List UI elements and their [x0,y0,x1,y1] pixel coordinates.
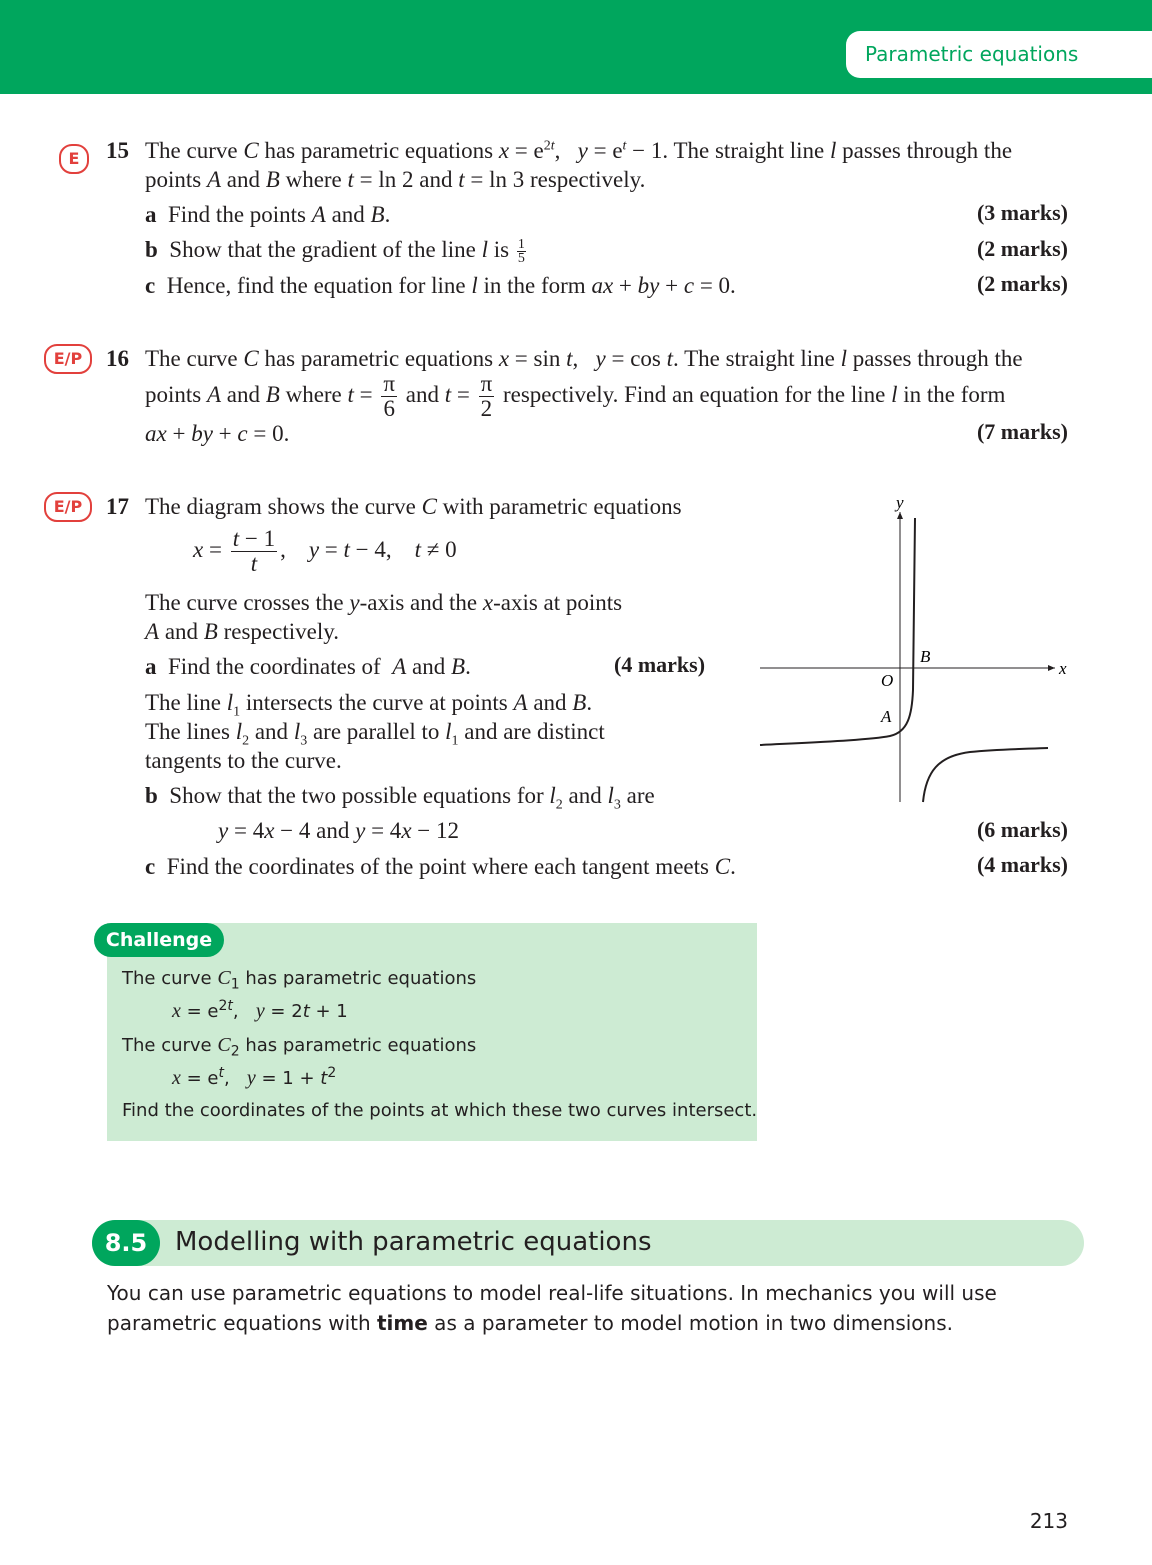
question-number: 17 [106,494,129,519]
origin-label: O [881,671,894,690]
challenge-equation-2: $x = e^t$, $y = 1 + t^2$ [172,1065,337,1089]
exam-problem-badge-icon: E/P [44,492,92,522]
question-number: 15 [106,138,129,163]
marks-15a: (3 marks) [976,200,1068,225]
question-17-stem: The diagram shows the curve C with parametric equations [145,494,682,519]
marks-15c: (2 marks) [976,271,1068,296]
section-number: 8.5 [92,1220,160,1266]
challenge-question: Find the coordinates of the points at which these two curves intersect. [122,1100,758,1121]
question-17-text: The lines $l_2$ and $l_3$ are parallel to $l_1$ and are distinct [145,719,605,749]
question-17a: a Find the coordinates of A and B. [145,654,471,679]
challenge-equation-1: $x = e^{2t}$, y = 2t + 1 [172,998,348,1022]
marks-17c: (4 marks) [976,852,1068,877]
challenge-line: The curve $C_1$ has parametric equations [122,967,477,993]
question-17-text: tangents to the curve. [145,748,342,773]
marks-17b: (6 marks) [976,817,1068,842]
section-title: Modelling with parametric equations [175,1227,652,1257]
question-number: 16 [106,346,129,371]
intro-text: You can use parametric equations to model real-life situations. In mechanics you will use parametric equations with [107,1281,997,1335]
question-15a: a Find the points A and B. [145,202,391,227]
question-16-stem: The curve C has parametric equations x = sin t, y = cos t. The straight line l passes through the [145,346,1023,371]
question-17b: b Show that the two possible equations for $l_2$ and $l_3$ are [145,783,655,813]
challenge-line: The curve $C_2$ has parametric equations [122,1034,477,1060]
question-17-text: A and B respectively. [145,619,339,644]
intro-bold-term: time [377,1311,428,1335]
page-number: 213 [1029,1509,1068,1533]
challenge-title: Challenge [94,923,224,957]
exam-problem-badge-icon: E/P [44,344,92,374]
marks-17a: (4 marks) [614,652,706,677]
question-15-stem: The curve C has parametric equations $x = e^{2t}$, $y = e^t - 1$. The straight line l passes through the [145,138,1013,163]
section-intro [107,1278,1077,1338]
marks-16: (7 marks) [976,419,1068,444]
point-b-label: B [920,647,931,666]
x-axis-label: x [1059,659,1067,678]
question-15b: b Show that the gradient of the line l is $\frac{1}{5}$ [145,237,525,267]
exam-badge-icon: E [59,144,89,174]
question-17-text: The curve crosses the y-axis and the x-axis at points [145,590,623,615]
question-17-equations: x = $\frac{t - 1}{t}$ , y = t − 4, t ≠ 0 [193,526,457,576]
question-15c: c Hence, find the equation for line l in the form ax + by + c = 0. [145,273,736,298]
point-a-label: A [881,707,892,726]
question-16-stem-cont: points A and B where t = $\frac{\pi}{6}$ and t = $\frac{\pi}{2}$ respectively. Find an equation for the line l in the form [145,371,1006,421]
curve-diagram [750,490,1080,810]
question-17c: c Find the coordinates of the point where each tangent meets C. [145,854,736,879]
marks-15b: (2 marks) [976,236,1068,261]
curve-left-branch [760,518,915,745]
intro-text-end: as a parameter to model motion in two dimensions. [427,1311,953,1335]
question-17b-equations: y = 4x − 4 and y = 4x − 12 [218,818,460,843]
question-17-text: The line $l_1$ intersects the curve at points A and B. [145,690,593,720]
y-axis-label: y [896,493,904,512]
chapter-title: Parametric equations [865,42,1079,66]
question-15-stem-cont: points A and B where t = ln 2 and t = ln 3 respectively. [145,167,646,192]
curve-right-branch [923,748,1048,802]
question-16-stem-end: ax + by + c = 0. [145,421,290,446]
